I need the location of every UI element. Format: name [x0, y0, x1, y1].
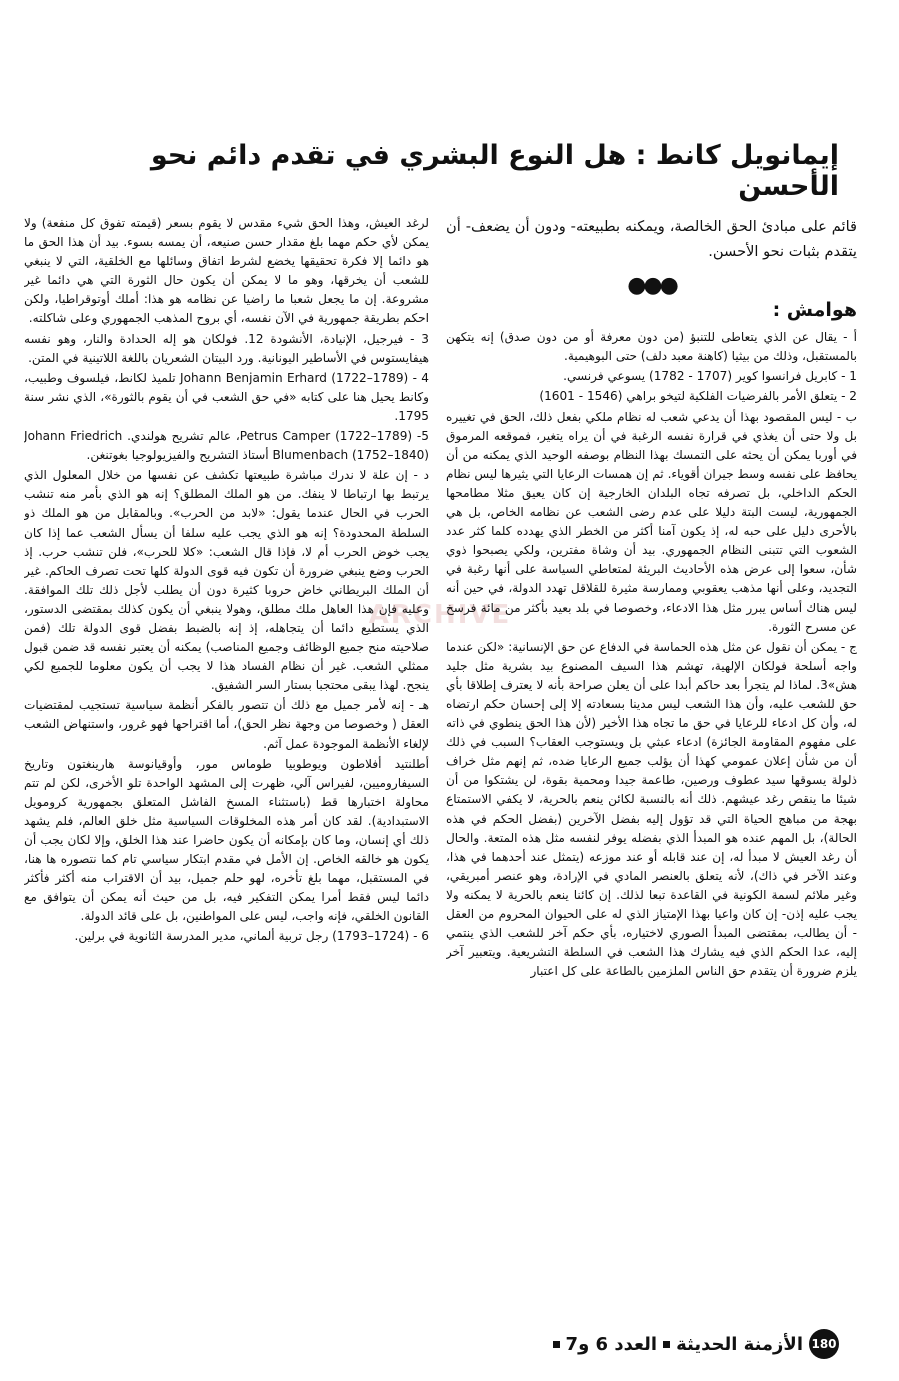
note-2: 2 - يتعلق الأمر بالفرضيات الفلكية لتيخو براهي (1546 - 1601): [539, 389, 857, 404]
article-title: إيمانويل كانط : هل النوع البشري في تقدم دائم نحو الأحسن: [150, 140, 839, 202]
issue-number: العدد 6 و7: [565, 1333, 658, 1355]
note-e-continued: أطلنتيد أفلاطون ويوطوبيا طوماس مور، وأوقيانوسة هارينغتون وتاريخ السيفاروميين، لفيراس آلي، ظهرت إلى المشهد الواحدة تلو الأخرى، لكن لم تتم محاولة اختبارها قط (باستثناء المسخ الفاشل المتعلق بجمهورية كرومويل الاستبدادية). لقد كان أمر هذه المخلوقات السياسية مثل خلق العالم، فلم يشهد ذلك أي إنسان، وما كان بإمكانه أن يكون حاضرا عند هذا الخلق، وإلا لكان يجب أن يكون هو خالقه الخاص. إن الأمل في مقدم ابتكار سياسي تام كما نتصوره ها هنا، في المستقبل، مهما بلغ تأخره، لهو حلم جميل، بيد أن الاقتراب منه أكثر فأكثر دائما ليس فقط أمرا يمكن التفكير فيه، بل من حيث أنه يمكن أن يتوافق مع القانون الخلقي، فإنه واجب، ليس على المواطنين، بل على قائد الدولة.: [24, 756, 429, 924]
note-4: 4 - Johann Benjamin Erhard (1722–1789) تلميذ لكانط، فيلسوف وطبيب، وكانط يحيل هنا على كتابه «في حق الشعب في أن يقوم بالثورة»، الذي نشر سنة 1795.: [24, 370, 429, 423]
note-b: ب - ليس المقصود بهذا أن يدعي شعب له نظام ملكي بفعل ذلك، الحق في تغييره بل ولا حتى أن يغذي في قرارة نفسه الرغبة في أن يراه يتغير، فموقعه المرموق في أوربا يمكن أن يحثه على التمسك بهذا النظام بوصفه الوحيد الذي يمكنه من أن يحافظ على نفسه وسط جيران أقوياء. ثم إن همسات الرعايا التي يثيرها ليس نظام الحكم الداخلي، بل تصرفه تجاه البلدان الخارجية إن كان يعيق مثلا مطامحها الجمهورية، ليست البتة دليلا على عدم رضى الشعب عن نظامه الخاص، بل هي بالأحرى دليل على حبه له، إذ يكون آمنا أكثر من الخطر الذي يهدده كلما كثر عدد الشعوب التي تتبنى النظام الجمهوري. بيد أن وشاة مفترين، ولكي يصبحوا ذوي شأن، سعوا إلى عرض هذه الأحاديث البريئة لمتعاطي السياسة على أنها رغبة في التجديد، وعلى أنها مذهب يعقوبي وممارسة مثيرة للقلاقل تهدد الدولة، في حين أنه ليس هناك أساس يبرر مثل هذا الادعاء، وخصوصا في بلد بعيد بأكثر من مائة فرسخ عن مسرح الثورة.: [446, 409, 857, 634]
note-6: 6 - (1724–1793) رجل تربية ألماني، مدير المدرسة الثانوية في برلين.: [74, 929, 429, 944]
note-5: 5- Petrus Camper (1722–1789)، عالم تشريح هولندي. Johann Friedrich Blumenbach (1752–1840) أستاذ التشريح والفيزيولوجيا بغوتنغن.: [24, 429, 429, 463]
separator-square-icon: [553, 1341, 560, 1348]
separator-square-icon: [663, 1341, 670, 1348]
note-1: 1 - كابريل فرانسوا كوير (1707 - 1782) يسوعي فرنسي.: [563, 369, 857, 384]
note-3: 3 - فيرجيل، الإنيادة، الأنشودة 12. فولكان هو إله الحدادة والنار، وهو نفسه هيفايستوس في الأساطير اليونانية. ورد البيتان الشعريان باللغة اللاتينية في المتن.: [24, 331, 429, 365]
note-c-continued: لرغد العيش، وهذا الحق شيء مقدس لا يقوم بسعر (قيمته تفوق كل منفعة) ولا يمكن لأي حكم مهما بلغ مقدار حسن صنيعه، أن يمسه بسوء. بيد أن هذا الحق ما هو دائما إلا فكرة تحقيقها يخضع لشرط اتفاق وسائلها مع الخلقية، التي لا ينبغي للشعب أن يخرقها، وهو ما لا يمكن أن يكون حال الثورة التي هي دائما غير مشروعة. إن ما يجعل شعبا ما راضيا عن نظامه هو هذا: أملك أوتوقراطيا، ولكن احكم بطريقة جمهورية في الآن نفسه، أي بروح المذهب الجمهوري وعلى شاكلته.: [24, 216, 429, 326]
page-number: 180: [809, 1329, 839, 1359]
note-a: أ - يقال عن الذي يتعاطى للتنبؤ (من دون معرفة أو من دون صدق) إنه يتكهن بالمستقبل، وذلك من بيثيا (كاهنة معبد دلف) حتى البوهيمية.: [446, 330, 857, 364]
watermark: ARCHIVE: [368, 600, 512, 630]
right-column: [446, 214, 857, 1274]
note-e: هـ - إنه لأمر جميل مع ذلك أن تتصور بالفكر أنظمة سياسية تستجيب لمقتضيات العقل ( وخصوصا من وجهة نظر الحق)، أما اقتراحها فهو غرور، واستنهاض الشعب لإلغاء الأنظمة الموجودة عمل آثم.: [24, 698, 429, 751]
magazine-name: الأزمنة الحديثة: [676, 1333, 803, 1355]
left-column: [24, 214, 429, 1224]
page-footer: [553, 1330, 839, 1358]
notes-heading: هوامش :: [772, 299, 857, 322]
note-d: د - إن علة لا ندرك مباشرة طبيعتها تكشف عن نفسها من خلال المعلول الذي يرتبط بها ارتباطا لا ينفك. من هو الملك المطلق؟ إنه هو الذي بأمر منه تنشب الحرب في الحال عندما يقول: «لابد من الحرب». وبالمقابل من هو الملك ذو السلطة المحدودة؟ إنه هو الذي يجب عليه سلفا أن يسأل الشعب عما إذا كان يجب خوض الحرب أم لا، فإذا قال الشعب: «كلا للحرب»، فلن تنشب حرب. إذ الحرب وضع ينبغي ضرورة أن تكون فيه قوى الدولة كلها تحت تصرف الحاكم. غير أن الملك البريطاني خاض حروبا كثيرة دون أن يطلب لأجل ذلك تلك الموافقة. وعليه فإن هذا العاهل ملك مطلق، وهولا ينبغي أن يكون كذلك بمقتضى الدستور، الذي يستطيع دائما أن يتجاهله، إذ إنه بالضبط بفضل قوى الدولة تلك (فمن صلاحيته منح جميع الوظائف وجميع المناصب) يمكنه أن يعتبر نفسه قد ضمن قبول ممثلي الشعب. غير أن نظام الفساد هذا لا يجب أن يكون معلوما للجميع لكي ينجح. لهذا يبقى محتجبا بستار السر الشفيق.: [24, 468, 429, 693]
section-separator: ●●●: [627, 273, 676, 298]
intro-paragraph: قائم على مبادئ الحق الخالصة، ويمكنه بطبيعته- ودون أن يضعف- أن يتقدم بثبات نحو الأحسن.: [446, 218, 857, 260]
note-c: ج - يمكن أن نقول عن مثل هذه الحماسة في الدفاع عن حق الإنسانية: «لكن عندما واجه أسلحة فولكان الإلهية، تهشم هذا السيف المصنوع بيد بشرية مثل جليد هش»3. لماذا لم يتجرأ بعد حاكم أبدا على أن يعلن صراحة بأنه لا يعترف إطلاقا بأي حق للشعب عليه، وأن هذا الشعب ليس مدينا بسعادته إلا إلى إحسان حكم ارتضاه له، وأن كل ادعاء للرعايا في حق ما تجاه هذا الأخير (لأن هذا الحق ينطوي في ذاته على مفهوم المقاومة الجائزة) ادعاء عبثي بل ويستوجب العقاب؟ السبب في ذلك أن من شأن إعلان عمومي كهذا أن يؤلب جميع الرعايا ضده، ثم إنهم مثل خراف ذلولة يسوقها سيد عطوف ورصين، طاعمة جيدا ومحمية بقوة، لن يشتكوا من أن شيئا ما ينقص رغد عيشهم. ذلك أنه بالنسبة لكائن ينعم بالحرية، لا يكفي الاستمتاع بهجة من مباهج الحياة التي قد تؤول إليه بفضل الآخرين (بفضل الحكم في هذه الحالة)، بل المهم عنده هو المبدأ الذي بفضله يوفر لنفسه مثل هذه المتعة. والحال أن رغد العيش لا مبدأ له، إن عند قابله أو عند موزعه (يتمثل عند أحدهما في هذا، وعند الآخر في ذاك)، لأنه يتعلق بالعنصر المادي في الإرادة، وهو عنصر أمبريقي، وغير ملائم لسمة الكونية في القاعدة تبعا لذلك. إن كائنا ينعم بالحرية لا يمكنه ولا يجب عليه إذن- إن كان واعيا بهذا الإمتياز الذي له على الحيوان المحروم من العقل - أن يطالب، بمقتضى المبدأ الصوري لاختياره، بأي حكم آخر للشعب الذي ينتمي إليه، عدا الحكم الذي فيه يشارك هذا الشعب في السلطة التشريعية. ويتعبير آخر يلزم ضرورة أن يتقدم حق الناس الملزمين بالطاعة على كل اعتبار: [446, 639, 857, 979]
